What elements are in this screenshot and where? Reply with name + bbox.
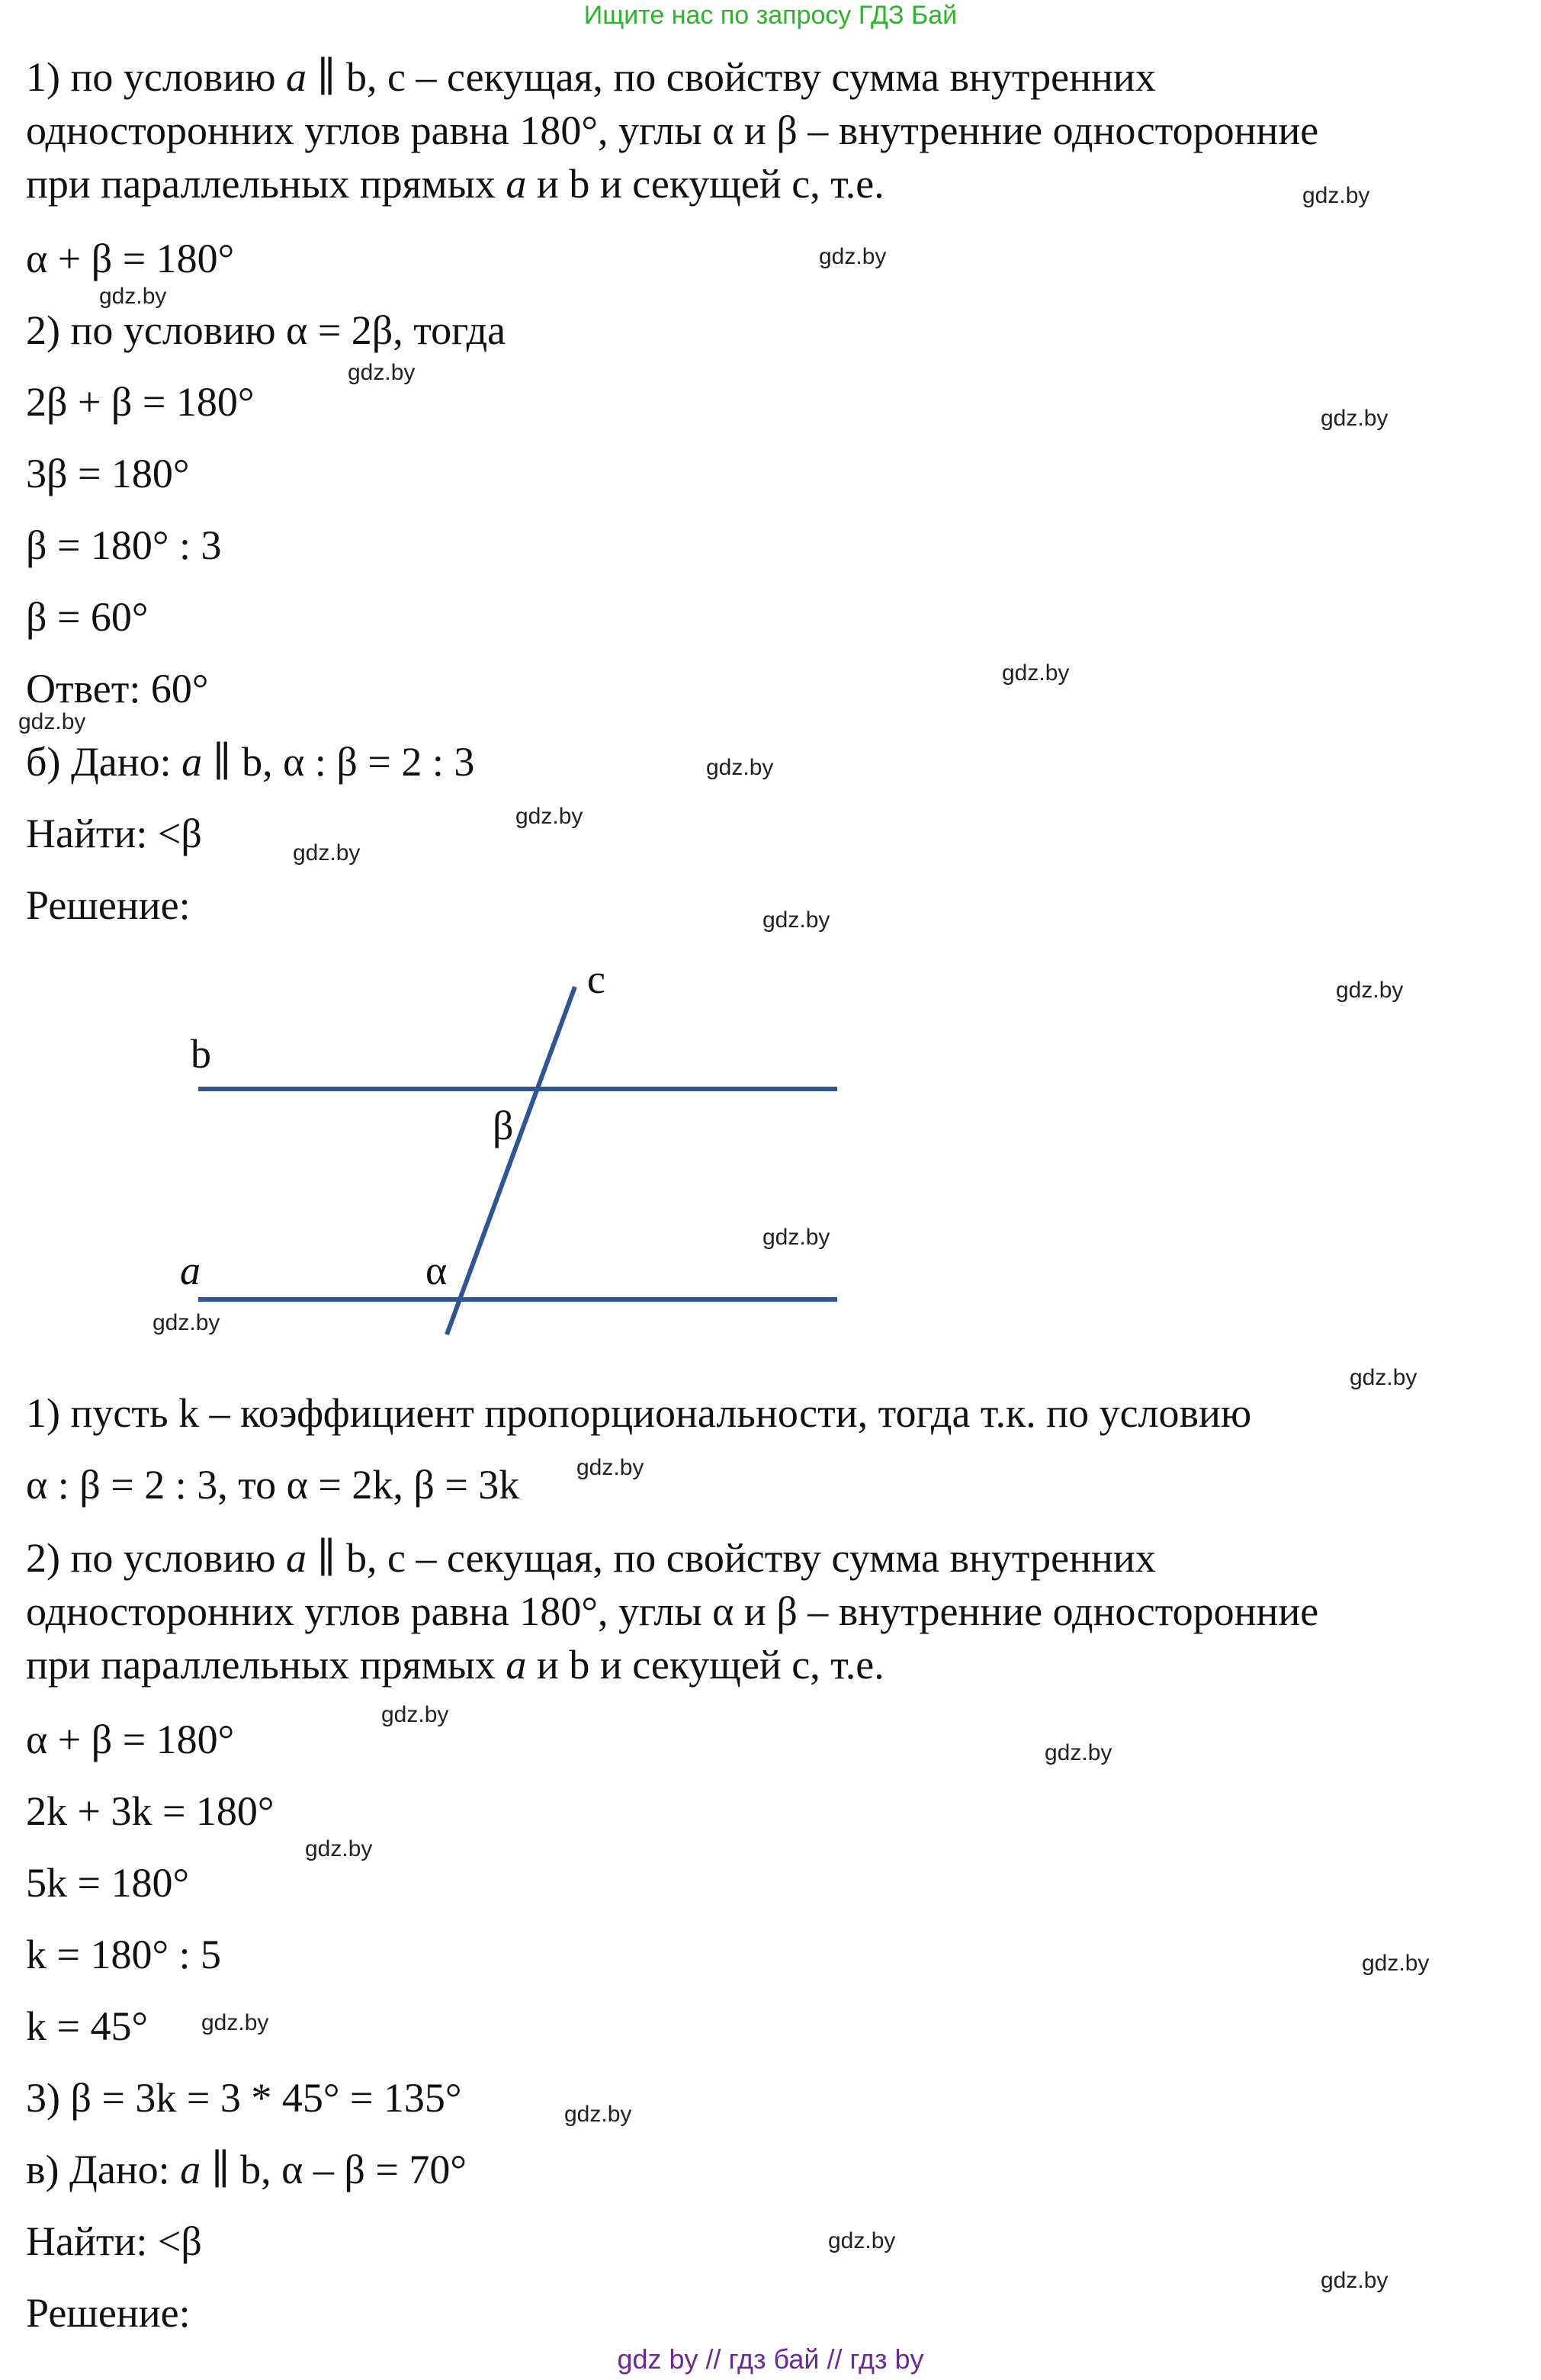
watermark: gdz.by [819,244,887,269]
watermark: gdz.by [706,755,774,780]
watermark: gdz.by [1045,1740,1112,1765]
equation: 2k + 3k = 180° [26,1788,274,1834]
given: б) Дано: a ∥ b, α : β = 2 : 3 [26,739,475,785]
watermark: gdz.by [828,2228,896,2253]
equation: β = 180° : 3 [26,522,222,568]
label-alpha: α [425,1248,448,1293]
watermark: gdz.by [1362,1951,1430,1976]
equation: α + β = 180° [26,1717,235,1762]
equation: 2β + β = 180° [26,379,255,425]
text-line: при параллельных прямых a и b и секущей c, т.е. [26,1642,884,1688]
watermark: gdz.by [305,1836,373,1861]
site-banner[interactable]: Ищите нас по запросу ГДЗ Бай [583,1,958,30]
text-line: 1) по условию a ∥ b, c – секущая, по свойству сумма внутренних [26,54,1156,100]
label-c: c [587,956,605,1002]
equation: α + β = 180° [26,236,235,281]
label-b: b [191,1031,211,1077]
watermark: gdz.by [576,1455,644,1480]
equation: 3) β = 3k = 3 * 45° = 135° [26,2075,462,2121]
watermark: gdz.by [381,1702,449,1727]
watermark: gdz.by [201,2010,269,2035]
text-line: 2) по условию α = 2β, тогда [26,307,506,353]
watermark: gdz.by [1302,183,1370,208]
watermark: gdz.by [1002,660,1070,686]
watermark: gdz.by [564,2102,632,2127]
watermark: gdz.by [515,804,583,829]
answer: Ответ: 60° [26,666,209,711]
watermark: gdz.by [152,1310,220,1335]
watermark: gdz.by [762,1225,830,1250]
label-beta: β [493,1103,514,1148]
watermark: gdz.by [1336,978,1404,1003]
watermark: gdz.by [348,360,416,385]
equation: 5k = 180° [26,1860,190,1906]
watermark: gdz.by [762,907,830,933]
footer-links[interactable]: gdz by // гдз бай // гдз by [617,2343,924,2375]
find: Найти: <β [26,2218,202,2264]
equation: 3β = 180° [26,451,190,496]
text-line: α : β = 2 : 3, то α = 2k, β = 3k [26,1462,520,1508]
text-line: при параллельных прямых a и b и секущей c, т.е. [26,161,884,207]
watermark: gdz.by [293,840,361,866]
watermark: gdz.by [1321,2268,1389,2293]
text-line: односторонних углов равна 180°, углы α и β – внутренние односторонние [26,108,1319,153]
find: Найти: <β [26,811,202,856]
given: в) Дано: a ∥ b, α – β = 70° [26,2147,467,2192]
watermark: gdz.by [18,709,86,734]
label-a: a [180,1248,201,1293]
equation: β = 60° [26,594,149,640]
watermark: gdz.by [99,284,167,309]
watermark: gdz.by [1321,406,1389,431]
solution-heading: Решение: [26,2290,191,2336]
equation: k = 180° : 5 [26,1932,222,1977]
equation: k = 45° [26,2003,149,2049]
solution-heading: Решение: [26,882,191,928]
text-line: 2) по условию a ∥ b, c – секущая, по свойству сумма внутренних [26,1535,1156,1581]
transversal-c [447,987,575,1335]
text-line: 1) пусть k – коэффициент пропорциональности, тогда т.к. по условию [26,1390,1252,1436]
watermark: gdz.by [1350,1365,1417,1390]
text-line: односторонних углов равна 180°, углы α и β – внутренние односторонние [26,1588,1319,1634]
